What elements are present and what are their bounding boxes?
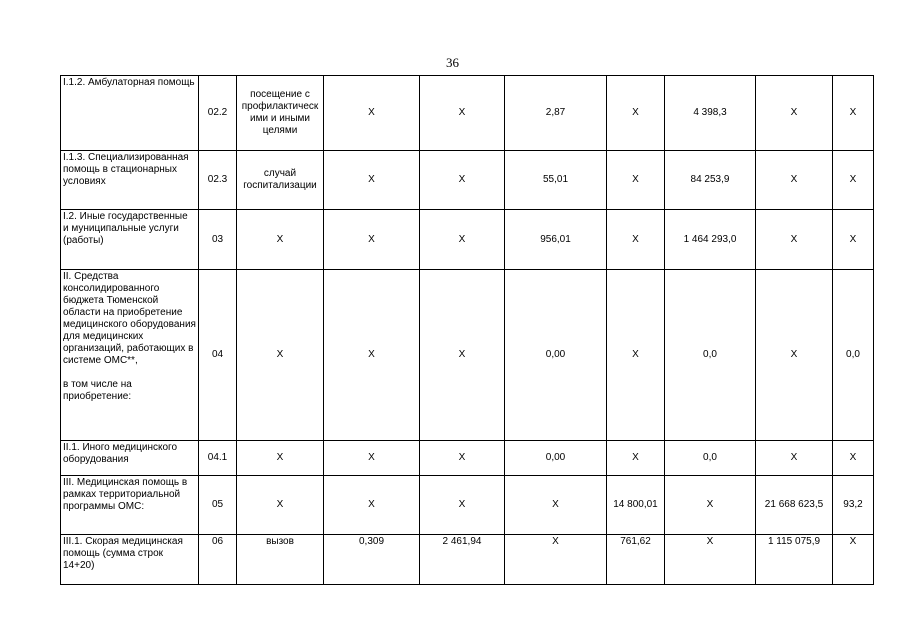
table-row: [61, 441, 874, 476]
row-value-cell: 93,2: [833, 476, 874, 535]
row-value-cell: 4 398,3: [665, 76, 756, 151]
row-name-extra-text: в том числе на приобретение:: [63, 379, 132, 402]
row-value-cell: Х: [324, 476, 420, 535]
row-name-cell: I.1.3. Специализированная помощь в стационарных условиях: [61, 151, 199, 210]
row-code-cell: 06: [199, 535, 237, 585]
row-value-cell: Х: [420, 76, 505, 151]
row-value-cell: Х: [833, 151, 874, 210]
table-row: [61, 151, 874, 210]
row-value-cell: Х: [420, 270, 505, 441]
row-value-cell: Х: [756, 441, 833, 476]
row-value-cell: Х: [505, 476, 607, 535]
row-value-cell: Х: [324, 151, 420, 210]
row-code-cell: 03: [199, 210, 237, 270]
row-value-cell: 761,62: [607, 535, 665, 585]
row-value-cell: Х: [607, 441, 665, 476]
row-value-cell: Х: [665, 535, 756, 585]
row-unit-cell: вызов: [237, 535, 324, 585]
row-name-cell: II.1. Иного медицинского оборудования: [61, 441, 199, 476]
row-name-text: II. Средства консолидированного бюджета Тюменской области на приобретение медицинского оборудования для медицинских организаций, работающих в системе ОМС**,: [63, 271, 196, 366]
row-value-cell: 84 253,9: [665, 151, 756, 210]
row-value-cell: 1 115 075,9: [756, 535, 833, 585]
row-name-cell: I.2. Иные государственные и муниципальные услуги (работы): [61, 210, 199, 270]
row-value-cell: Х: [607, 151, 665, 210]
row-value-cell: Х: [505, 535, 607, 585]
row-value-cell: Х: [756, 210, 833, 270]
row-value-cell: Х: [420, 441, 505, 476]
row-value-cell: 1 464 293,0: [665, 210, 756, 270]
row-value-cell: Х: [756, 151, 833, 210]
row-unit-cell: Х: [237, 441, 324, 476]
row-code-cell: 04.1: [199, 441, 237, 476]
row-value-cell: Х: [833, 76, 874, 151]
row-value-cell: 14 800,01: [607, 476, 665, 535]
row-value-cell: 0,0: [665, 441, 756, 476]
page-number: 36: [446, 55, 459, 70]
row-value-cell: 21 668 623,5: [756, 476, 833, 535]
row-name-cell: [61, 270, 199, 441]
row-name-cell: I.1.2. Амбулаторная помощь: [61, 76, 199, 151]
budget-table: [60, 75, 874, 585]
row-value-cell: 0,00: [505, 270, 607, 441]
row-value-cell: Х: [420, 476, 505, 535]
table-row: [61, 476, 874, 535]
row-value-cell: 55,01: [505, 151, 607, 210]
row-value-cell: Х: [833, 535, 874, 585]
row-value-cell: Х: [665, 476, 756, 535]
row-name-cell: III.1. Скорая медицинская помощь (сумма строк 14+20): [61, 535, 199, 585]
row-unit-cell: Х: [237, 476, 324, 535]
row-code-cell: 02.3: [199, 151, 237, 210]
row-value-cell: Х: [833, 210, 874, 270]
row-value-cell: Х: [607, 76, 665, 151]
row-value-cell: Х: [420, 210, 505, 270]
row-unit-cell: Х: [237, 270, 324, 441]
row-unit-cell: посещение с профилактическ ими и иными целями: [237, 76, 324, 151]
row-value-cell: 0,00: [505, 441, 607, 476]
row-value-cell: Х: [324, 270, 420, 441]
row-value-cell: 0,309: [324, 535, 420, 585]
row-value-cell: Х: [324, 210, 420, 270]
row-name-cell: III. Медицинская помощь в рамках территориальной программы ОМС:: [61, 476, 199, 535]
table-row: [61, 535, 874, 585]
row-value-cell: 956,01: [505, 210, 607, 270]
row-value-cell: 0,0: [665, 270, 756, 441]
row-code-cell: 02.2: [199, 76, 237, 151]
row-value-cell: 2,87: [505, 76, 607, 151]
row-value-cell: Х: [324, 441, 420, 476]
row-value-cell: Х: [756, 76, 833, 151]
row-value-cell: Х: [756, 270, 833, 441]
row-code-cell: 04: [199, 270, 237, 441]
row-value-cell: Х: [833, 441, 874, 476]
table-row: [61, 76, 874, 151]
row-unit-cell: Х: [237, 210, 324, 270]
row-value-cell: 0,0: [833, 270, 874, 441]
table-row: [61, 270, 874, 441]
row-value-cell: 2 461,94: [420, 535, 505, 585]
row-value-cell: Х: [324, 76, 420, 151]
row-unit-cell: случай госпитализации: [237, 151, 324, 210]
row-value-cell: Х: [607, 270, 665, 441]
table-row: [61, 210, 874, 270]
row-value-cell: Х: [607, 210, 665, 270]
row-value-cell: Х: [420, 151, 505, 210]
row-code-cell: 05: [199, 476, 237, 535]
